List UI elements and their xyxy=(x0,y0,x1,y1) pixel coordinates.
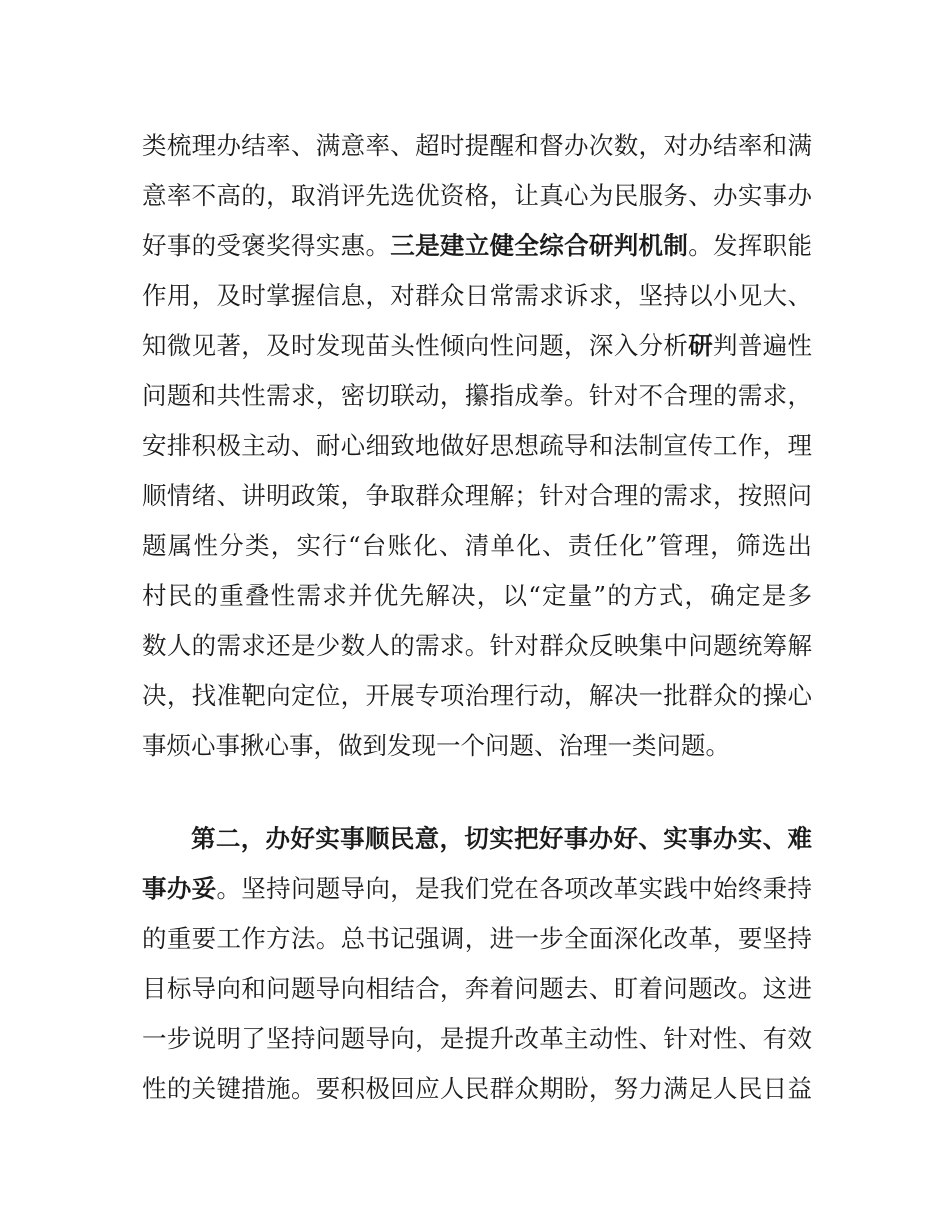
text-run: 类梳理办结率、满意率、超时提醒和督办次数，对办结率和满 xyxy=(142,131,812,160)
text-run: 的重要工作方法。总书记强调，进一步全面深化改革，要坚持 xyxy=(142,924,812,953)
text-run: 。发挥职能 xyxy=(688,231,813,260)
text-run: 村民的重叠性需求并优先解决，以“定量”的方式，确定是多 xyxy=(142,581,812,610)
bold-text: 三是建立健全综合研判机制 xyxy=(390,231,689,260)
text-line xyxy=(142,471,812,521)
text-run: 作用，及时掌握信息，对群众日常需求诉求，坚持以小见大、 xyxy=(142,281,812,310)
text-line xyxy=(142,621,812,671)
text-run: 意率不高的，取消评先选优资格，让真心为民服务、办实事办 xyxy=(142,181,812,210)
text-run: 性的关键措施。要积极回应人民群众期盼，努力满足人民日益 xyxy=(142,1074,812,1103)
text-line xyxy=(142,964,812,1014)
text-line xyxy=(142,421,812,471)
text-run: 目标导向和问题导向相结合，奔着问题去、盯着问题改。这进 xyxy=(142,974,812,1003)
text-run: 。坚持问题导向，是我们党在各项改革实践中始终秉持 xyxy=(216,874,813,903)
text-run: 一步说明了坚持问题导向，是提升改革主动性、针对性、有效 xyxy=(142,1024,812,1053)
text-run: 判普遍性 xyxy=(713,331,813,360)
text-line xyxy=(142,321,812,371)
paragraph-2 xyxy=(142,814,812,1114)
text-run: 知微见著，及时发现苗头性倾向性问题，深入分析 xyxy=(142,331,689,360)
text-line xyxy=(142,171,812,221)
bold-text: 研 xyxy=(688,331,714,360)
text-run: 好事的受褒奖得实惠。 xyxy=(142,231,391,260)
text-line xyxy=(142,914,812,964)
text-line xyxy=(142,721,812,771)
text-run: 题属性分类，实行“台账化、清单化、责任化”管理，筛选出 xyxy=(142,531,812,560)
bold-text: 第二，办好实事顺民意，切实把好事办好、实事办实、难 xyxy=(191,824,812,853)
text-line xyxy=(142,1064,812,1114)
text-line xyxy=(142,221,812,271)
text-run: 数人的需求还是少数人的需求。针对群众反映集中问题统筹解 xyxy=(142,631,812,660)
text-line xyxy=(142,571,812,621)
text-run: 决，找准靶向定位，开展专项治理行动，解决一批群众的操心 xyxy=(142,681,812,710)
text-line xyxy=(142,671,812,721)
text-line xyxy=(142,814,812,864)
text-line xyxy=(142,521,812,571)
text-line xyxy=(142,1014,812,1064)
text-line xyxy=(142,271,812,321)
bold-text: 事办妥 xyxy=(142,874,217,903)
text-line xyxy=(142,864,812,914)
text-run: 顺情绪、讲明政策，争取群众理解；针对合理的需求，按照问 xyxy=(142,481,812,510)
paragraph-1 xyxy=(142,121,812,771)
text-run: 问题和共性需求，密切联动，攥指成拳。针对不合理的需求， xyxy=(142,381,812,410)
text-line xyxy=(142,121,812,171)
text-line xyxy=(142,371,812,421)
text-run: 事烦心事揪心事，做到发现一个问题、治理一类问题。 xyxy=(142,731,730,760)
text-run: 安排积极主动、耐心细致地做好思想疏导和法制宣传工作，理 xyxy=(142,431,812,460)
